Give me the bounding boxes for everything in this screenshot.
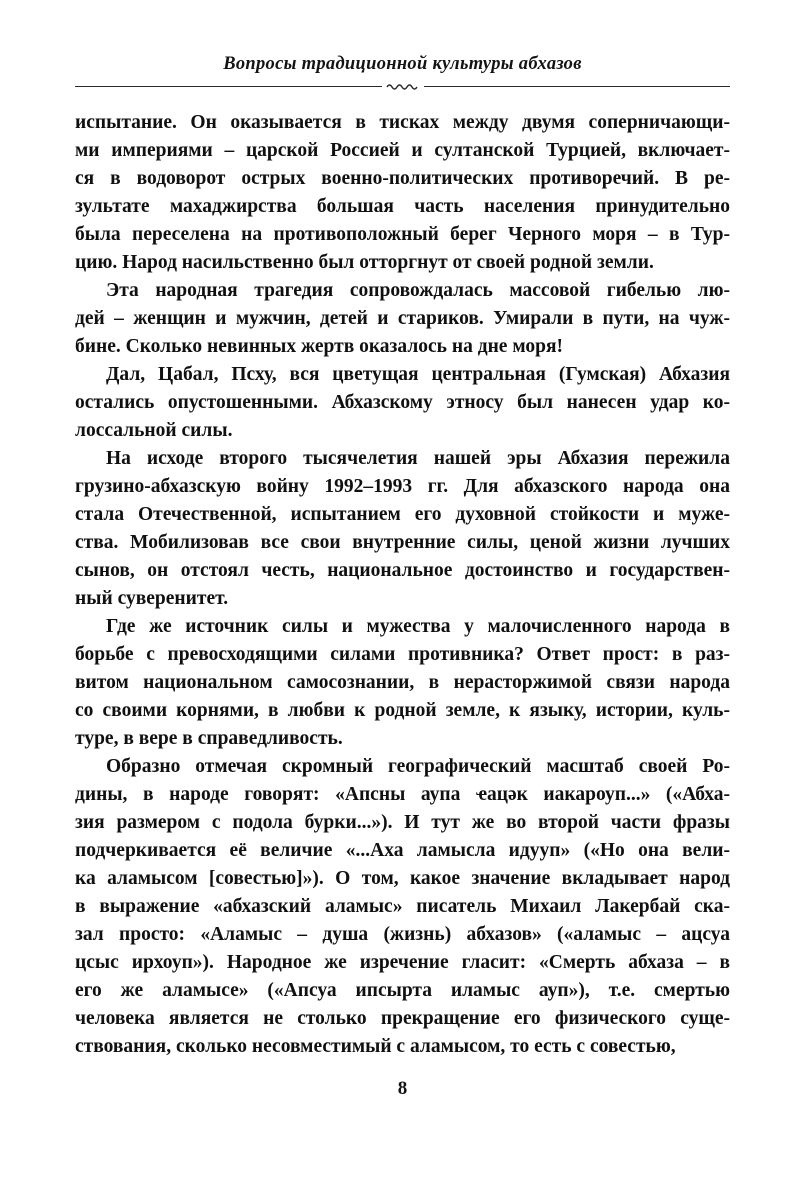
text-line: ства. Мобилизовав все свои внутренние силы, ценой жизни лучших [75, 532, 730, 553]
text-line: Где же источник силы и мужества у малочисленного народа в [106, 616, 730, 637]
text-line: испытание. Он оказывается в тисках между двумя соперничающи- [75, 112, 730, 133]
page-body [75, 109, 730, 1061]
text-line: Эта народная трагедия сопровождалась массовой гибелью лю- [106, 280, 730, 301]
paragraph [75, 445, 730, 613]
text-line: борьбе с превосходящими силами противника? Ответ прост: в раз- [75, 644, 730, 665]
header-rule [75, 86, 730, 87]
page-number: 8 [397, 1078, 408, 1099]
text-line: была переселена на противоположный берег Черного моря – в Тур- [75, 224, 730, 245]
text-line: со своими корнями, в любви к родной земле, к языку, истории, куль- [75, 700, 730, 721]
text-line: зия размером с подола бурки...»). И тут же во второй части фразы [75, 812, 730, 833]
text-line: стала Отечественной, испытанием его духовной стойкости и муже- [75, 504, 730, 525]
text-line: лоссальной силы. [75, 420, 233, 441]
text-line: туре, в вере в справедливость. [75, 728, 343, 749]
text-line: зал просто: «Аламыс – душа (жизнь) абхазов» («аламыс – ацсуа [75, 924, 730, 945]
text-line: витом национальном самосознании, в нерасторжимой связи народа [75, 672, 730, 693]
text-line: На исходе второго тысячелетия нашей эры Абхазия пережила [106, 448, 730, 469]
text-line: цсыс ирхоуп»). Народное же изречение гласит: «Смерть абхаза – в [75, 952, 730, 973]
text-line: Дал, Цабал, Псху, вся цветущая центральная (Гумская) Абхазия [106, 364, 730, 385]
text-line: Образно отмечая скромный географический масштаб своей Ро- [106, 756, 730, 777]
running-head: Вопросы традиционной культуры абхазов [223, 54, 582, 74]
paragraph [75, 109, 730, 277]
paragraph [75, 753, 730, 1061]
paragraph [75, 361, 730, 445]
header-ornament-icon [382, 82, 424, 91]
text-line: бине. Сколько невинных жертв оказалось на дне моря! [75, 336, 564, 357]
text-line: ка аламысом [совестью]»). О том, какое значение вкладывает народ [75, 868, 730, 889]
text-line: ми империями – царской Россией и султанской Турцией, включает- [75, 140, 730, 161]
text-line: человека является не столько прекращение его физического суще- [75, 1008, 730, 1029]
paragraph [75, 613, 730, 753]
text-line: остались опустошенными. Абхазскому этносу был нанесен удар ко- [75, 392, 730, 413]
text-line: ствования, сколько несовместимый с аламысом, то есть с совестью, [75, 1036, 676, 1057]
text-line: его же аламысе» («Апсуа ипсырта иламыс ауп»), т.е. смертью [75, 980, 730, 1001]
text-line: ся в водоворот острых военно-политических противоречий. В ре- [75, 168, 730, 189]
text-line: подчеркивается её величие «...Аха ламысла идууп» («Но она вели- [75, 840, 730, 861]
text-line: сынов, он отстоял честь, национальное достоинство и государствен- [75, 560, 730, 581]
text-line: зультате махаджирства большая часть населения принудительно [75, 196, 730, 217]
text-line: в выражение «абхазский аламыс» писатель Михаил Лакербай ска- [75, 896, 730, 917]
text-line: дей – женщин и мужчин, детей и стариков. Умирали в пути, на чуж- [75, 308, 730, 329]
paragraph [75, 277, 730, 361]
text-line: дины, в народе говорят: «Апсны аупа ҽацәк иакароуп...» («Абха- [75, 784, 730, 805]
text-line: цию. Народ насильственно был отторгнут от своей родной земли. [75, 252, 654, 273]
text-line: грузино-абхазскую войну 1992–1993 гг. Для абхазского народа она [75, 476, 730, 497]
text-line: ный суверенитет. [75, 588, 229, 609]
